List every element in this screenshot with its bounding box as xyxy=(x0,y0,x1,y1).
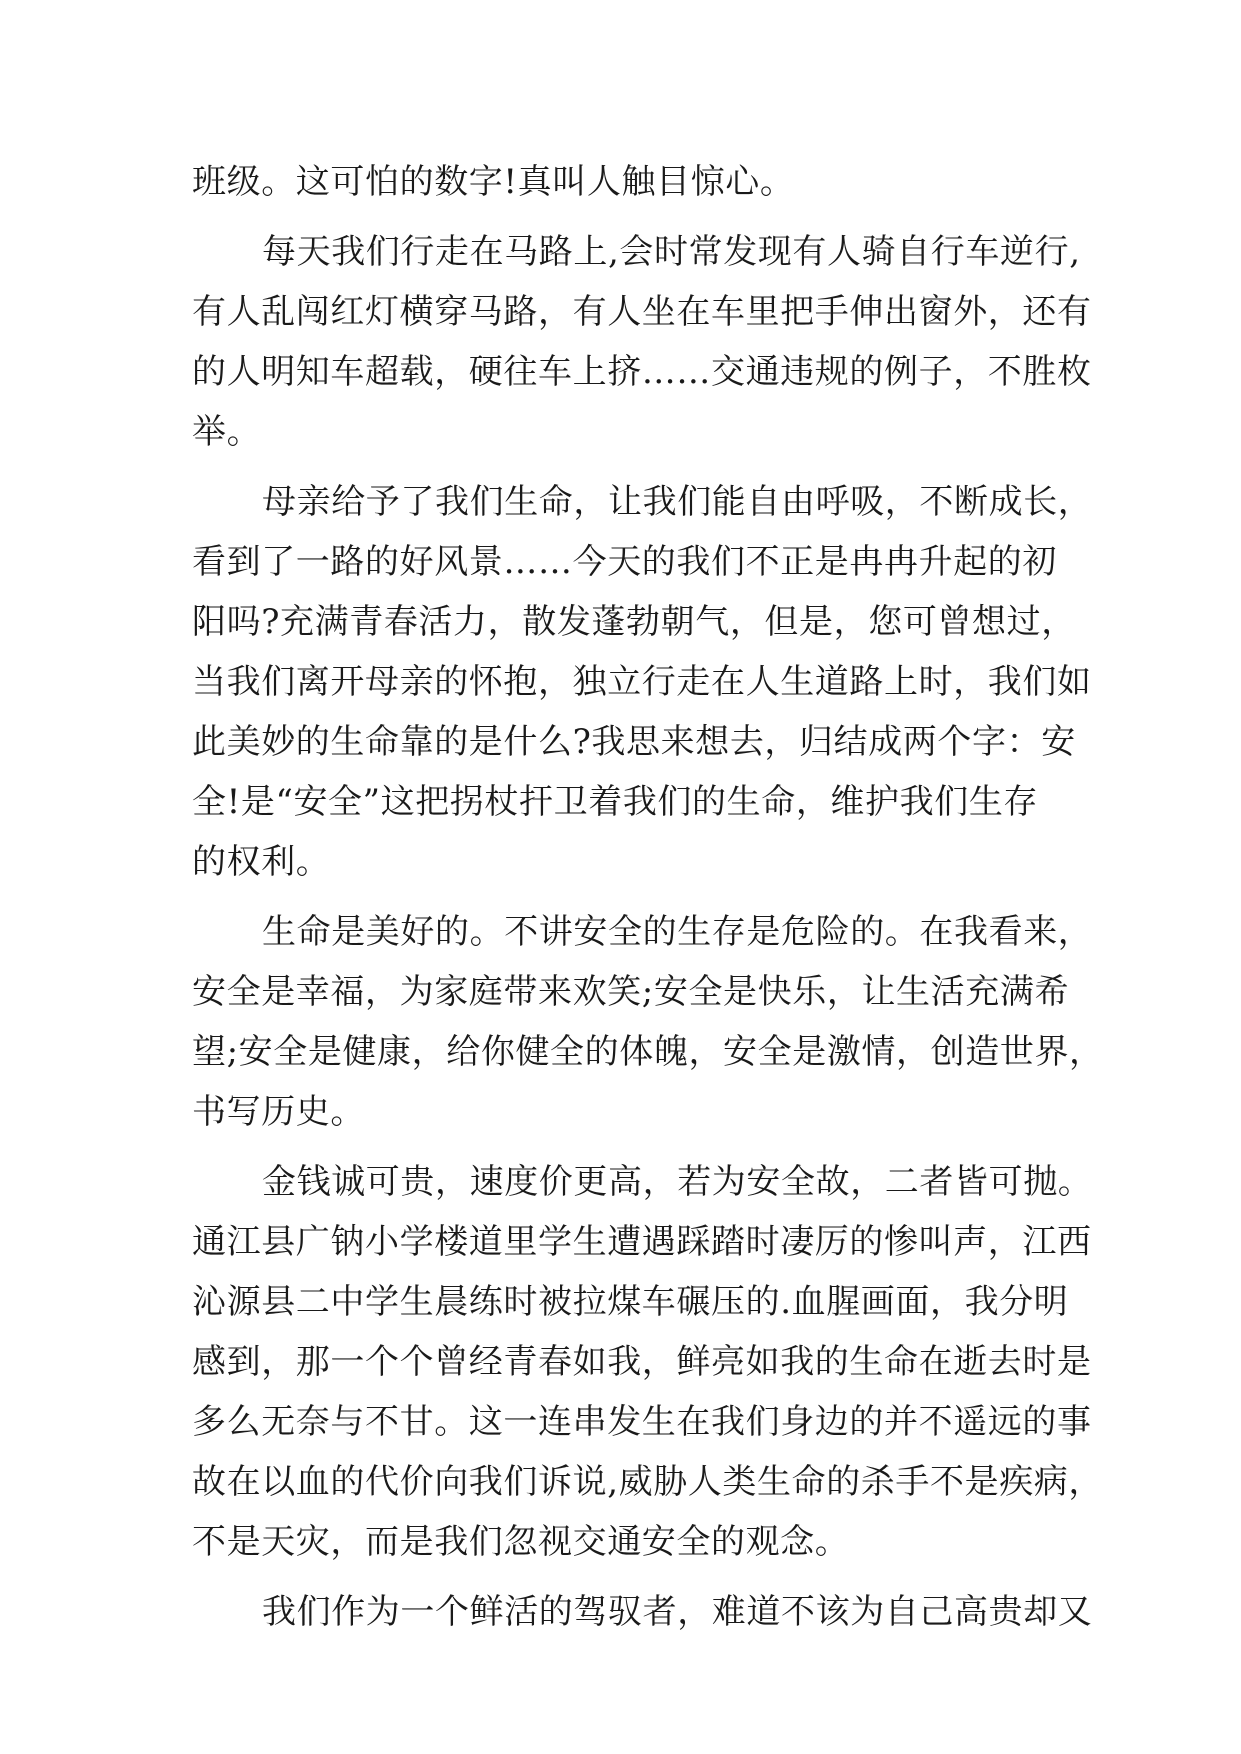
text-line: 感到，那一个个曾经青春如我，鲜亮如我的生命在逝去时是 xyxy=(192,1342,1092,1382)
text-line: 此美妙的生命靠的是什么?我思来想去，归结成两个字：安 xyxy=(192,722,1076,762)
text-line: 故在以血的代价向我们诉说,威胁人类生命的杀手不是疾病， xyxy=(192,1462,1104,1502)
text-line: 举。 xyxy=(192,412,262,452)
text-line: 金钱诚可贵，速度价更高，若为安全故，二者皆可抛。 xyxy=(262,1162,1093,1202)
text-line: 每天我们行走在马路上,会时常发现有人骑自行车逆行, xyxy=(262,232,1081,272)
text-line: 班级。这可怕的数字!真叫人触目惊心。 xyxy=(192,162,795,202)
text-line: 当我们离开母亲的怀抱，独立行走在人生道路上时，我们如 xyxy=(192,662,1092,702)
text-line: 多么无奈与不甘。这一连串发生在我们身边的并不遥远的事 xyxy=(192,1402,1092,1442)
body-text xyxy=(192,152,1104,1642)
text-line: 阳吗?充满青春活力，散发蓬勃朝气，但是，您可曾想过， xyxy=(192,602,1076,642)
text-line: 我们作为一个鲜活的驾驭者，难道不该为自己高贵却又 xyxy=(262,1592,1093,1632)
text-line: 全!是“安全”这把拐杖扞卫着我们的生命，维护我们生存 xyxy=(192,782,1039,822)
text-line: 的人明知车超载，硬往车上挤……交通违规的例子，不胜枚 xyxy=(192,352,1092,392)
text-line: 母亲给予了我们生命，让我们能自由呼吸，不断成长， xyxy=(262,482,1093,522)
text-line: 有人乱闯红灯横穿马路，有人坐在车里把手伸出窗外，还有 xyxy=(192,292,1092,332)
text-line: 生命是美好的。不讲安全的生存是危险的。在我看来， xyxy=(262,912,1093,952)
text-line: 的权利。 xyxy=(192,842,331,882)
text-line: 安全是幸福，为家庭带来欢笑;安全是快乐，让生活充满希 xyxy=(192,972,1070,1012)
text-line: 沁源县二中学生晨练时被拉煤车碾压的.血腥画面，我分明 xyxy=(192,1282,1069,1322)
text-line: 书写历史。 xyxy=(192,1092,365,1132)
text-line: 不是天灾，而是我们忽视交通安全的观念。 xyxy=(192,1522,850,1562)
text-line: 望;安全是健康，给你健全的体魄，安全是激情，创造世界， xyxy=(192,1032,1104,1072)
text-line: 看到了一路的好风景……今天的我们不正是冉冉升起的初 xyxy=(192,542,1057,582)
text-line: 通江县广钠小学楼道里学生遭遇踩踏时凄厉的惨叫声，江西 xyxy=(192,1222,1092,1262)
